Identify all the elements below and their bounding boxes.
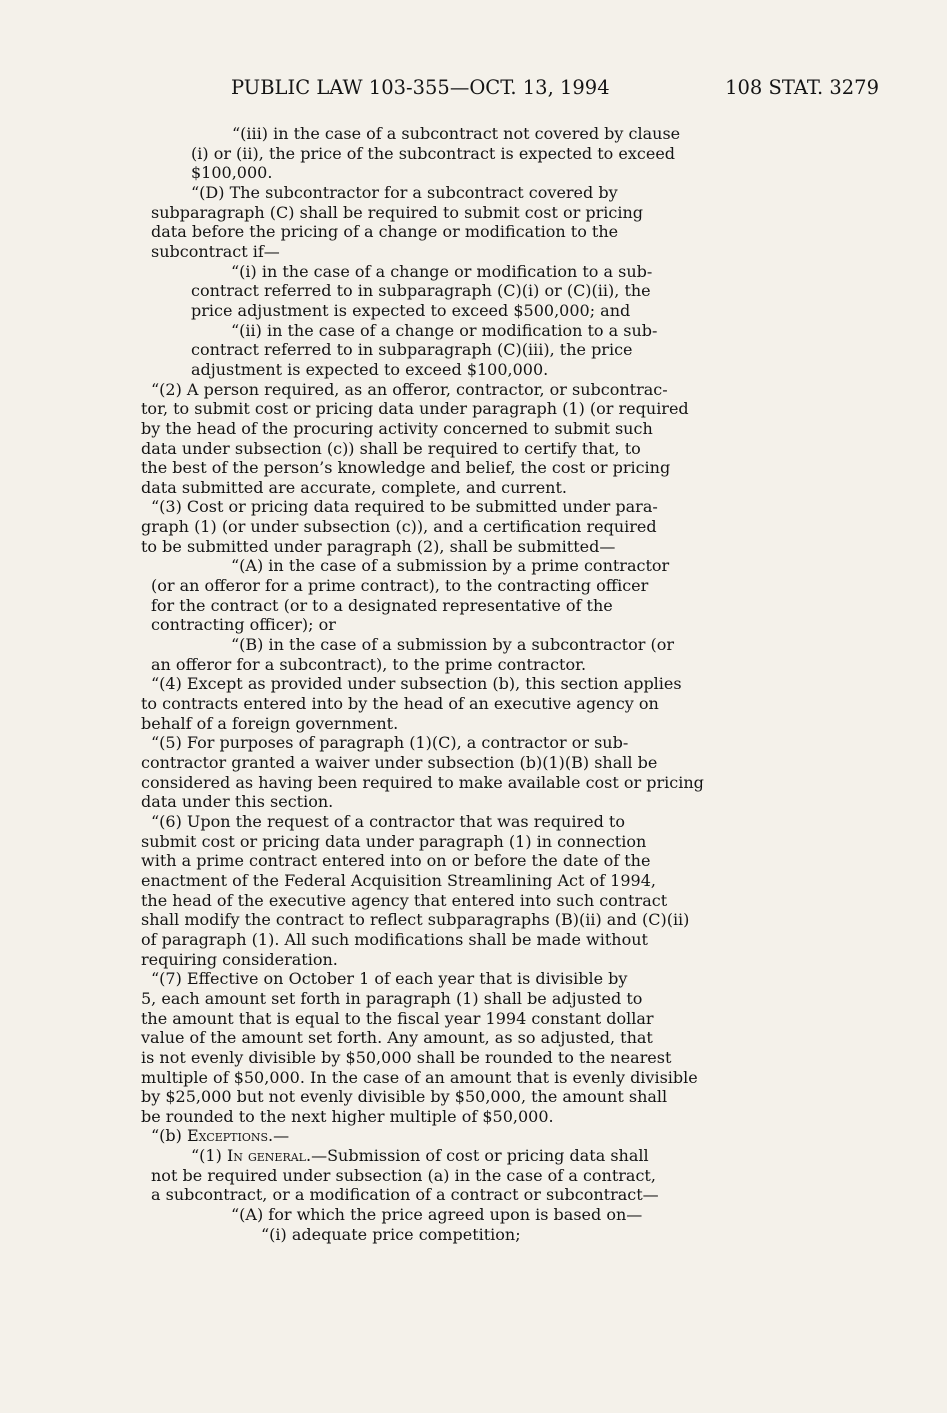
subparagraph-b: “(B) in the case of a submission by a subcontractor (or an offeror for a subcontract), to the prime contractor. xyxy=(151,635,674,674)
exceptions-heading: Exceptions xyxy=(187,1126,269,1146)
subparagraph-b1a: “(A) for which the price agreed upon is based on— xyxy=(231,1205,643,1225)
clause-i: “(i) in the case of a change or modification to a sub- contract referred to in subparagraph (C)(i) or (C)(ii), the price adjustment is expected to exceed $500,000; and xyxy=(191,261,653,320)
subparagraph-a: “(A) in the case of a submission by a prime contractor (or an offeror for a prime contract), to the contracting officer for the contract (or to a designated representative of the contracting officer); or xyxy=(151,556,670,635)
paragraph-5: “(5) For purposes of paragraph (1)(C), a contractor or sub- contractor granted a waiver under subsection (b)(1)(B) shall be considered as having been required to make available cost or pricing data under this section. xyxy=(141,733,704,812)
law-title: PUBLIC LAW 103-355—OCT. 13, 1994 xyxy=(231,76,610,99)
paragraph-7: “(7) Effective on October 1 of each year that is divisible by 5, each amount set forth in paragraph (1) shall be adjusted to the amount that is equal to the fiscal year 1994 constant dollar value of the amount set forth. Any amount, as so adjusted, that is not evenly divisible by $50,000 shall be rounded to the nearest multiple of $50,000. In the case of an amount that is evenly divisible by $25,000 but not evenly divisible by $50,000, the amount shall be rounded to the next higher multiple of $50,000. xyxy=(141,969,698,1126)
stat-page-number: 108 STAT. 3279 xyxy=(725,76,879,99)
clause-iii: “(iii) in the case of a subcontract not covered by clause (i) or (ii), the price of the subcontract is expected to exceed $100,000. xyxy=(191,124,681,183)
subparagraph-d: “(D) The subcontractor for a subcontract covered by subparagraph (C) shall be required to submit cost or pricing data before the pricing of a change or modification to the subcontract if— xyxy=(151,182,644,261)
page-header xyxy=(231,76,879,102)
subsection-b-heading: “(b) Exceptions.— xyxy=(151,1126,290,1146)
paragraph-6: “(6) Upon the request of a contractor that was required to submit cost or pricing data under paragraph (1) in connection with a prime contract entered into on or before the date of the enactment of the Federal Acquisition Streamlining Act of 1994, the head of the executive agency that entered into such contract shall modify the contract to reflect subparagraphs (B)(ii) and (C)(ii) of paragraph (1). All such modifications shall be made without requiring consideration. xyxy=(141,811,690,969)
clause-b1ai: “(i) adequate price competition; xyxy=(261,1224,521,1244)
document-body xyxy=(141,124,737,1244)
clause-ii: “(ii) in the case of a change or modification to a sub- contract referred to in subparagraph (C)(iii), the price adjustment is expected to exceed $100,000. xyxy=(191,320,658,379)
in-general-heading: In general xyxy=(226,1146,306,1166)
paragraph-b1: “(1) In general.—Submission of cost or pricing data shall not be required under subsection (a) in the case of a contract, a subcontract, or a modification of a contract or subcontract— xyxy=(151,1146,659,1205)
paragraph-2: “(2) A person required, as an offeror, contractor, or subcontrac- tor, to submit cost or pricing data under paragraph (1) (or required by the head of the procuring activity concerned to submit such data under subsection (c)) shall be required to certify that, to the best of the person’s knowledge and belief, the cost or pricing data submitted are accurate, complete, and current. xyxy=(141,379,689,497)
paragraph-4: “(4) Except as provided under subsection (b), this section applies to contracts entered into by the head of an executive agency on behalf of a foreign government. xyxy=(141,674,682,733)
paragraph-3: “(3) Cost or pricing data required to be submitted under para- graph (1) (or under subsection (c)), and a certification required to be submitted under paragraph (2), shall be submitted— xyxy=(141,497,658,556)
